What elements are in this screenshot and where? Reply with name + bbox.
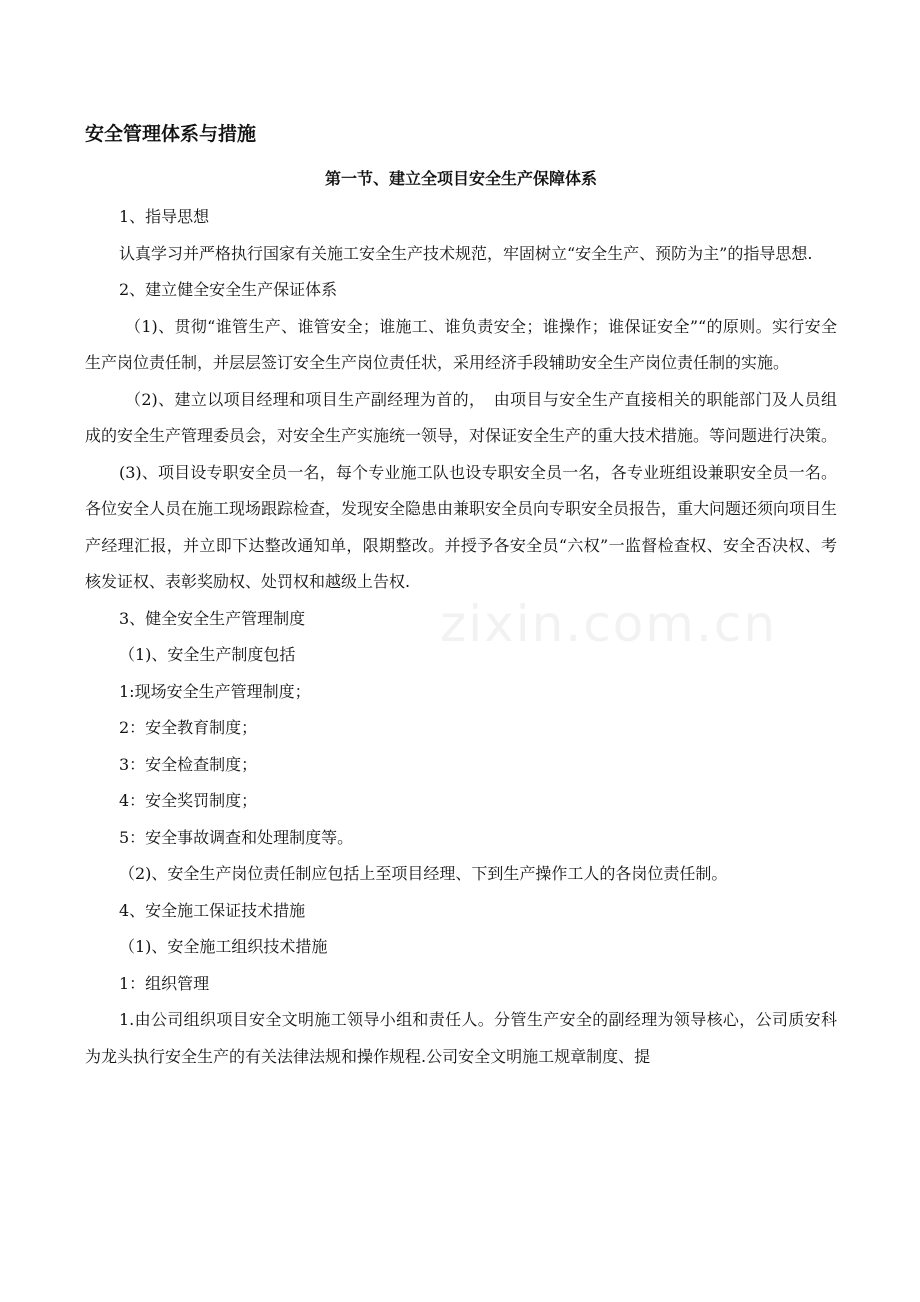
list-item: （2)、安全生产岗位责任制应包括上至项目经理、下到生产操作工人的各岗位责任制。 xyxy=(119,864,728,883)
list-item: （1)、安全生产制度包括 xyxy=(119,645,296,664)
document-body xyxy=(85,199,837,1075)
paragraph: 认真学习并严格执行国家有关施工安全生产技术规范，牢固树立“安全生产、预防为主”的指导思想. xyxy=(119,243,813,263)
paragraph: （1)、贯彻“谁管生产、谁管安全；谁施工、谁负责安全；谁操作；谁保证安全”“的原则。实行安全生产岗位责任制，并层层签订安全生产岗位责任状，采用经济手段辅助安全生产岗位责任制的实施。 xyxy=(85,316,837,372)
list-item: 5：安全事故调查和处理制度等。 xyxy=(119,827,354,847)
heading-technical-measures: 4、安全施工保证技术措施 xyxy=(119,900,306,920)
list-item: （1)、安全施工组织技术措施 xyxy=(119,937,328,956)
paragraph: 1.由公司组织项目安全文明施工领导小组和责任人。分管生产安全的副经理为领导核心，公司质安科为龙头执行安全生产的有关法律法规和操作规程.公司安全文明施工规章制度、提 xyxy=(85,1010,837,1066)
document-title: 安全管理体系与措施 xyxy=(85,123,257,145)
watermark: zixin.com.cn xyxy=(440,595,778,653)
list-item: 2：安全教育制度； xyxy=(119,718,258,737)
list-item: 1:现场安全生产管理制度； xyxy=(119,681,311,701)
section-title: 第一节、建立全项目安全生产保障体系 xyxy=(324,169,597,188)
list-item: 3：安全检查制度； xyxy=(119,754,258,774)
heading-management-rules: 3、健全安全生产管理制度 xyxy=(119,608,306,628)
heading-safety-system: 2、建立健全安全生产保证体系 xyxy=(119,280,338,299)
heading-guiding-ideology: 1、指导思想 xyxy=(119,207,210,226)
list-item: 1：组织管理 xyxy=(119,973,210,993)
paragraph: （2)、建立以项目经理和项目生产副经理为首的， 由项目与安全生产直接相关的职能部门及人员组成的安全生产管理委员会，对安全生产实施统一领导，对保证安全生产的重大技术措施。等问题进行决策。 xyxy=(85,389,838,445)
paragraph: (3)、项目设专职安全员一名，每个专业施工队也设专职安全员一名，各专业班组设兼职安全员一名。各位安全人员在施工现场跟踪检查，发现安全隐患由兼职安全员向专职安全员报告，重大问题还须向项目生产经理汇报，并立即下达整改通知单，限期整改。并授予各安全员“六权”一监督检查权、安全否决权、考核发证权、表彰奖励权、处罚权和越级上告权. xyxy=(85,462,838,591)
list-item: 4：安全奖罚制度； xyxy=(119,791,258,810)
